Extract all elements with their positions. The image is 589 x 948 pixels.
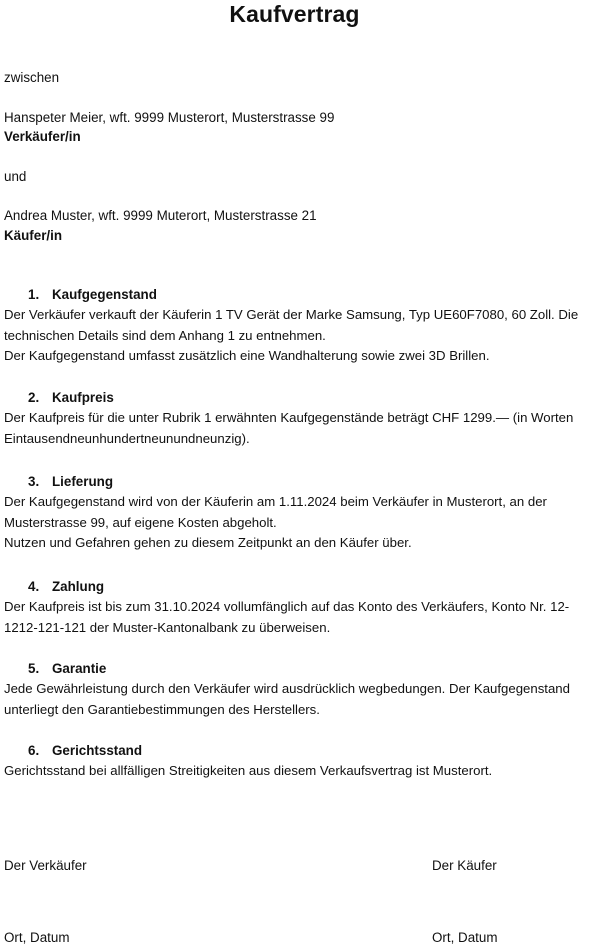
section-number: 4. [28,579,40,594]
buyer-signature-label: Der Käufer [432,858,497,873]
buyer-role: Käufer/in [4,228,63,243]
section-body [4,492,588,554]
section-body [4,408,588,449]
section-heading [4,741,588,761]
section-line: Der Kaufgegenstand wird von der Käuferin am 1.11.2024 beim Verkäufer in Musterort, an der [4,494,547,509]
section-line: Musterstrasse 99, auf eigene Kosten abgeholt. [4,514,277,530]
section-line: Der Kaufgegenstand umfasst zusätzlich eine Wandhalterung sowie zwei 3D Brillen. [4,348,490,363]
section-line: Eintausendneunhundertneunundneunzig). [4,430,250,446]
section-lieferung [4,472,588,554]
section-zahlung [4,577,588,638]
buyer-place-date: Ort, Datum [432,930,498,945]
section-kaufpreis [4,388,588,449]
section-line: Gerichtsstand bei allfälligen Streitigkeiten aus diesem Verkaufsvertrag ist Musterort. [4,763,493,778]
section-line: Nutzen und Gefahren gehen zu diesem Zeitpunkt an den Käufer über. [4,535,412,550]
section-number: 2. [28,390,40,405]
section-line: technischen Details sind dem Anhang 1 zu entnehmen. [4,327,326,343]
section-number: 5. [28,661,40,676]
section-title: Garantie [52,661,107,676]
section-line: Der Kaufpreis für die unter Rubrik 1 erwähnten Kaufgegenstände beträgt CHF 1299.— (in Worten [4,410,574,425]
section-line: Der Verkäufer verkauft der Käuferin 1 TV Gerät der Marke Samsung, Typ UE60F7080, 60 Zoll. Die [4,307,579,322]
section-title: Lieferung [52,474,114,489]
section-number: 3. [28,474,40,489]
section-line: Jede Gewährleistung durch den Verkäufer wird ausdrücklich wegbedungen. Der Kaufgegenstand [4,681,570,696]
seller-signature-label: Der Verkäufer [4,858,87,873]
section-line: unterliegt den Garantiebestimmungen des Herstellers. [4,701,320,717]
seller-role: Verkäufer/in [4,129,81,144]
section-body [4,679,588,720]
buyer-address: Andrea Muster, wft. 9999 Muterort, Musterstrasse 21 [4,208,317,223]
section-title: Gerichtsstand [52,743,143,758]
section-line: Der Kaufpreis ist bis zum 31.10.2024 vollumfänglich auf das Konto des Verkäufers, Konto Nr. 12- [4,599,570,614]
section-heading [4,577,588,597]
section-kaufgegenstand [4,285,588,367]
section-body [4,761,588,782]
section-number: 1. [28,287,40,302]
intro-text: zwischen [4,70,60,85]
section-line: 1212-121-121 der Muster-Kantonalbank zu überweisen. [4,619,331,635]
section-title: Zahlung [52,579,105,594]
section-number: 6. [28,743,40,758]
section-title: Kaufpreis [52,390,114,405]
section-body [4,305,588,367]
section-heading [4,472,588,492]
section-heading [4,285,588,305]
and-text: und [4,169,27,184]
section-gerichtsstand [4,741,588,782]
section-garantie [4,659,588,720]
seller-address: Hanspeter Meier, wft. 9999 Musterort, Musterstrasse 99 [4,110,335,125]
section-title: Kaufgegenstand [52,287,157,302]
section-heading [4,388,588,408]
page-title: Kaufvertrag [229,1,360,27]
section-heading [4,659,588,679]
section-body [4,597,588,638]
seller-place-date: Ort, Datum [4,930,70,945]
